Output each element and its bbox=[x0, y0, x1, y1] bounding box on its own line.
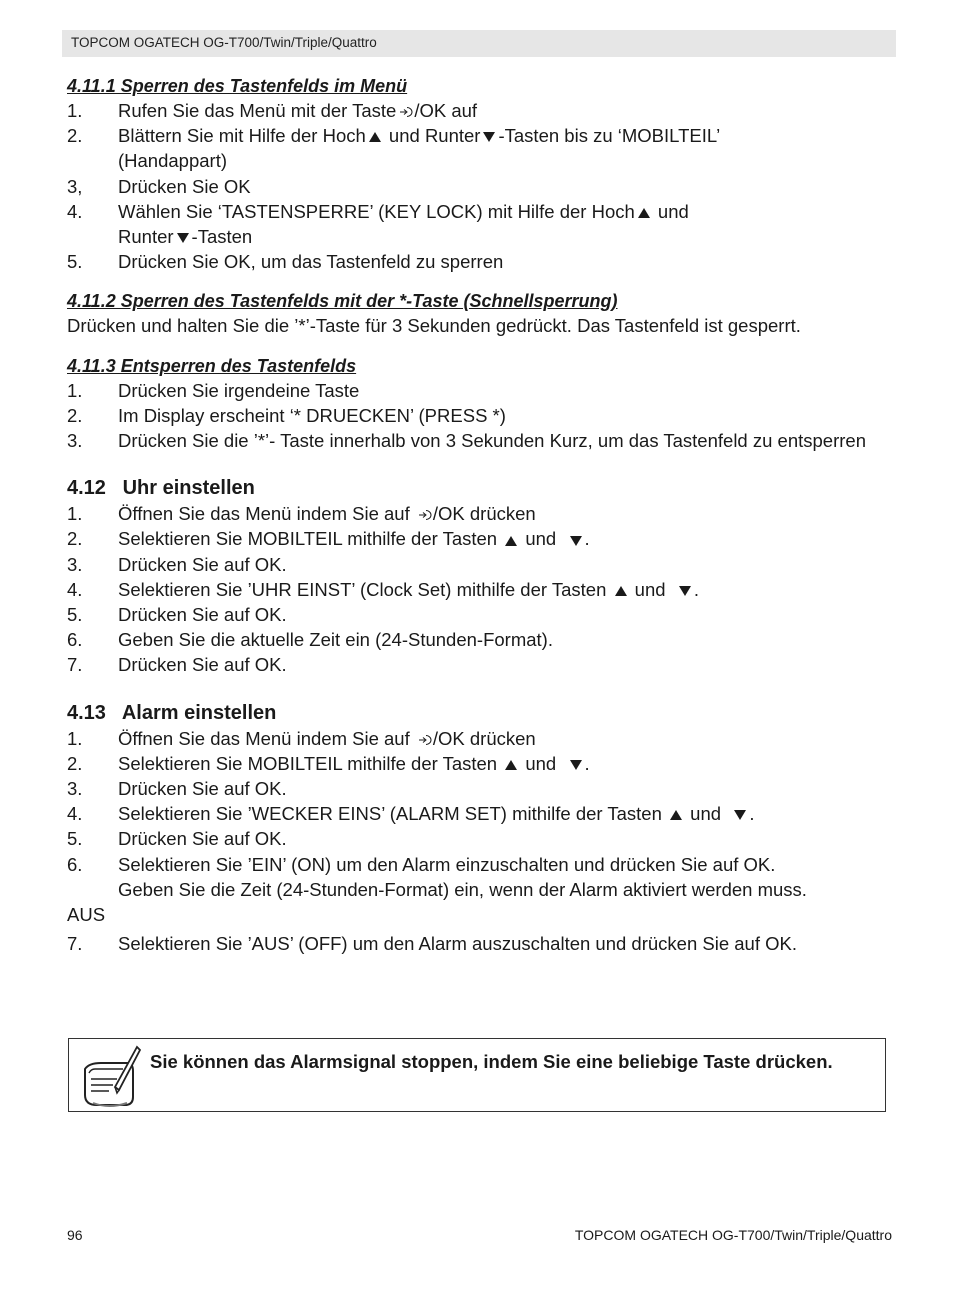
list-number: 2. bbox=[67, 404, 83, 426]
list-text-part: . bbox=[749, 803, 755, 825]
page-header bbox=[62, 30, 896, 57]
list-text-part: Öffnen Sie das Menü indem Sie auf bbox=[118, 503, 415, 525]
list-text: Drücken Sie auf OK. bbox=[118, 778, 287, 800]
list-number: 5. bbox=[67, 251, 83, 273]
list-text-part: /OK drücken bbox=[432, 503, 536, 525]
down-arrow-icon bbox=[570, 536, 582, 546]
up-arrow-icon bbox=[369, 132, 381, 142]
list-text-part: Rufen Sie das Menü mit der Taste bbox=[118, 100, 397, 121]
list-item bbox=[67, 403, 897, 428]
list-text-part: und bbox=[629, 578, 676, 600]
list-number: 2. bbox=[67, 752, 83, 774]
list-item bbox=[67, 602, 897, 627]
list-text-part: -Tasten bbox=[191, 226, 253, 248]
list-item bbox=[67, 627, 897, 652]
list-text: Drücken Sie OK bbox=[118, 175, 251, 197]
list-text: Drücken Sie auf OK. bbox=[118, 553, 287, 575]
list-item bbox=[67, 174, 897, 199]
list-text-part: . bbox=[693, 578, 699, 600]
list-text: Drücken Sie auf OK. bbox=[118, 828, 287, 850]
list-number: 4. bbox=[67, 578, 83, 600]
list-number: 1. bbox=[67, 503, 83, 525]
list-number: 2. bbox=[67, 528, 83, 550]
list-item bbox=[67, 428, 897, 453]
list-number: 1. bbox=[67, 379, 83, 401]
list-item bbox=[67, 501, 897, 526]
list-text-part: Blättern Sie mit Hilfe der Hoch bbox=[118, 125, 366, 147]
header-title: TOPCOM OGATECH OG-T700/Twin/Triple/Quattro bbox=[71, 35, 377, 50]
menu-key-icon bbox=[399, 106, 413, 118]
list-number: 4. bbox=[67, 200, 83, 222]
list-number: 5. bbox=[67, 828, 83, 850]
list-number: 3. bbox=[67, 778, 83, 800]
list-text-part: Selektieren Sie ’WECKER EINS’ (ALARM SET) mithilfe der Tasten bbox=[118, 803, 668, 825]
down-arrow-icon bbox=[734, 810, 746, 820]
aus-label: AUS bbox=[67, 904, 106, 926]
list-text: Drücken Sie auf OK. bbox=[118, 604, 287, 626]
list-text-part: und bbox=[520, 528, 567, 550]
section-4-13-title: 4.13 Alarm einstellen bbox=[67, 701, 277, 724]
section-4-11-2 bbox=[67, 289, 897, 338]
down-arrow-icon bbox=[570, 760, 582, 770]
list-text-part: Öffnen Sie das Menü indem Sie auf bbox=[118, 727, 415, 749]
list-item bbox=[67, 378, 897, 403]
list-text-part: und Runter bbox=[383, 125, 481, 147]
list-text bbox=[118, 526, 897, 551]
list-number: 3, bbox=[67, 175, 83, 197]
list-text-part: und bbox=[520, 752, 567, 774]
list-text bbox=[118, 852, 897, 902]
list-item bbox=[67, 751, 897, 776]
list-item bbox=[67, 826, 897, 851]
list-text bbox=[118, 98, 897, 123]
section-4-11-2-title: 4.11.2 Sperren des Tastenfelds mit der *-Taste (Schnellsperrung) bbox=[67, 291, 618, 312]
list-text-part: und bbox=[652, 200, 689, 222]
list-text-part: -Tasten bis zu ‘MOBILTEIL’ bbox=[498, 125, 721, 147]
list-text-part: /OK drücken bbox=[432, 727, 536, 749]
list-text bbox=[118, 726, 897, 751]
list-text-part: Selektieren Sie MOBILTEIL mithilfe der Tasten bbox=[118, 752, 503, 774]
list-number: 4. bbox=[67, 803, 83, 825]
list-text: Im Display erscheint ‘* DRUECKEN’ (PRESS *) bbox=[118, 404, 506, 426]
list-number: 7. bbox=[67, 654, 83, 676]
list-text bbox=[118, 751, 897, 776]
list-text-part: Selektieren Sie MOBILTEIL mithilfe der Tasten bbox=[118, 528, 503, 550]
list-text: Drücken Sie OK, um das Tastenfeld zu sperren bbox=[118, 251, 504, 273]
note-pad-icon bbox=[79, 1043, 141, 1109]
list-text: Drücken Sie die ’*’- Taste innerhalb von 3 Sekunden Kurz, um das Tastenfeld zu entsperren bbox=[118, 430, 866, 452]
note-box bbox=[68, 1038, 886, 1112]
list-text: Geben Sie die aktuelle Zeit ein (24-Stunden-Format). bbox=[118, 629, 553, 651]
up-arrow-icon bbox=[670, 810, 682, 820]
list-item bbox=[67, 199, 897, 249]
section-4-11-3-title: 4.11.3 Entsperren des Tastenfelds bbox=[67, 355, 357, 376]
list-text-part: Selektieren Sie ’EIN’ (ON) um den Alarm einzuschalten und drücken Sie auf OK. bbox=[118, 853, 776, 875]
up-arrow-icon bbox=[615, 586, 627, 596]
section-4-13 bbox=[67, 700, 897, 957]
list-text bbox=[118, 123, 897, 173]
list-text-part: und bbox=[685, 803, 732, 825]
note-text: Sie können das Alarmsignal stoppen, indem Sie eine beliebige Taste drücken. bbox=[150, 1051, 833, 1072]
list-text: Drücken Sie auf OK. bbox=[118, 654, 287, 676]
list-text: Selektieren Sie ’AUS’ (OFF) um den Alarm auszuschalten und drücken Sie auf OK. bbox=[118, 933, 797, 955]
list-text bbox=[118, 501, 897, 526]
list-text-part: (Handappart) bbox=[118, 150, 228, 172]
list-text-part: . bbox=[584, 752, 590, 774]
up-arrow-icon bbox=[638, 208, 650, 218]
list-number: 1. bbox=[67, 100, 83, 121]
list-text-part: . bbox=[584, 528, 590, 550]
list-item bbox=[67, 526, 897, 551]
list-text bbox=[118, 801, 897, 826]
list-number: 3. bbox=[67, 430, 83, 452]
list-number: 6. bbox=[67, 853, 83, 875]
list-item bbox=[67, 123, 897, 173]
list-text-part: Runter bbox=[118, 226, 174, 248]
page-number: 96 bbox=[67, 1227, 83, 1243]
list-item bbox=[67, 552, 897, 577]
list-item bbox=[67, 931, 897, 956]
list-item bbox=[67, 98, 897, 123]
section-4-11-3 bbox=[67, 354, 897, 454]
list-item bbox=[67, 726, 897, 751]
list-number: 2. bbox=[67, 125, 83, 147]
list-text-part: Geben Sie die Zeit (24-Stunden-Format) ein, wenn der Alarm aktiviert werden muss. bbox=[118, 878, 807, 900]
list-text-part: Selektieren Sie ’UHR EINST’ (Clock Set) mithilfe der Tasten bbox=[118, 578, 612, 600]
down-arrow-icon bbox=[177, 233, 189, 243]
down-arrow-icon bbox=[679, 586, 691, 596]
menu-key-icon bbox=[418, 509, 432, 521]
section-4-12 bbox=[67, 475, 897, 677]
list-number: 1. bbox=[67, 727, 83, 749]
down-arrow-icon bbox=[483, 132, 495, 142]
list-item bbox=[67, 652, 897, 677]
list-number: 7. bbox=[67, 933, 83, 955]
list-text bbox=[118, 199, 897, 249]
list-text-part: Wählen Sie ‘TASTENSPERRE’ (KEY LOCK) mit Hilfe der Hoch bbox=[118, 200, 635, 222]
list-item bbox=[67, 801, 897, 826]
section-4-11-2-text: Drücken und halten Sie die ’*’-Taste für 3 Sekunden gedrückt. Das Tastenfeld ist gesperrt. bbox=[67, 315, 801, 337]
list-item bbox=[67, 852, 897, 902]
list-item bbox=[67, 249, 897, 274]
up-arrow-icon bbox=[505, 760, 517, 770]
list-number: 3. bbox=[67, 553, 83, 575]
list-text bbox=[118, 577, 897, 602]
list-item bbox=[67, 577, 897, 602]
menu-key-icon bbox=[418, 734, 432, 746]
list-text: Drücken Sie irgendeine Taste bbox=[118, 379, 360, 401]
section-4-11-1-title: 4.11.1 Sperren des Tastenfelds im Menü bbox=[67, 76, 408, 96]
list-text-part: /OK auf bbox=[414, 100, 478, 121]
section-4-12-title: 4.12 Uhr einstellen bbox=[67, 477, 255, 500]
list-number: 5. bbox=[67, 604, 83, 626]
footer-title: TOPCOM OGATECH OG-T700/Twin/Triple/Quattro bbox=[574, 1227, 892, 1243]
page-content bbox=[67, 70, 897, 956]
section-4-11-1 bbox=[67, 74, 897, 274]
list-number: 6. bbox=[67, 629, 83, 651]
list-item bbox=[67, 776, 897, 801]
up-arrow-icon bbox=[505, 536, 517, 546]
